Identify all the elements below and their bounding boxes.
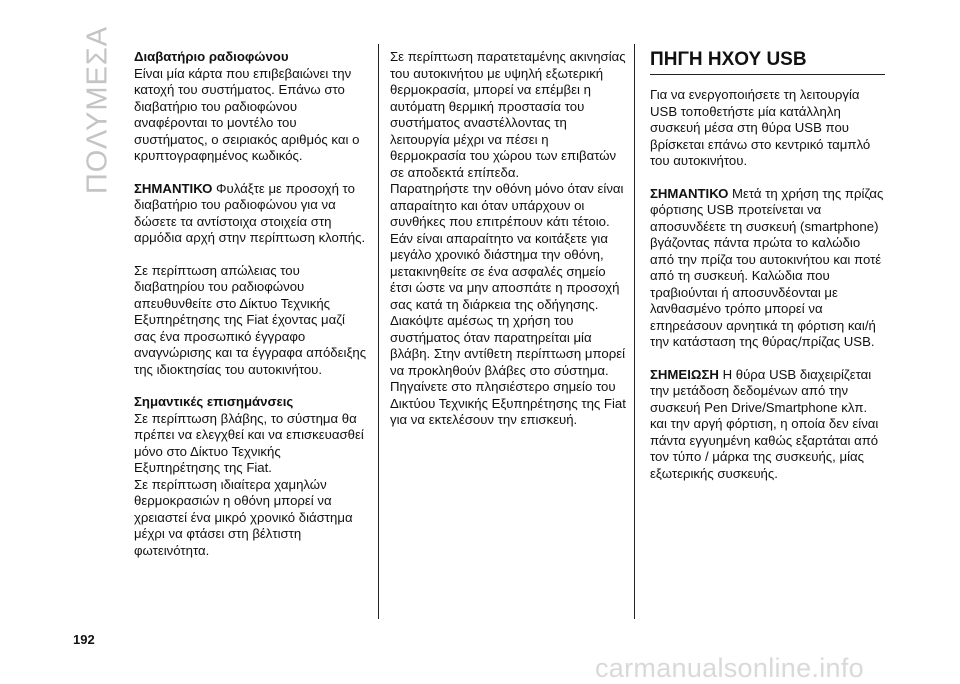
usb-important-paragraph [650, 186, 885, 351]
warnings-paragraph-1: Σε περίπτωση βλάβης, το σύστημα θα πρέπει να ελεγχθεί και να επισκευασθεί μόνο στο Δίκτυο Τεχνικής Εξυπηρέτησης της Fiat. [134, 410, 364, 475]
column-divider-1 [378, 44, 379, 619]
usb-note-label: ΣΗΜΕΙΩΣΗ [650, 366, 719, 382]
fault-paragraph: Διακόψτε αμέσως τη χρήση του συστήματος όταν παρατηρείται μία βλάβη. Στην αντίθετη περίπτωση μπορεί να προκληθούν βλάβες στο σύστημα. Πηγαίνετε στο πλησιέστερο σημείο του Δικτύου Τεχνικής Εξυπηρέτησης της Fiat για να εκτελέσουν την επισκευή. [390, 313, 626, 427]
important-text: Φυλάξτε με προσοχή το διαβατήριο του ραδιοφώνου για να δώσετε τα αντίστοιχα στοιχεία στη αρμόδια αρχή στην περίπτωση κλοπής. [134, 180, 366, 245]
column-divider-2 [634, 44, 635, 619]
column-warnings-continued [390, 49, 626, 429]
watermark: carmanualsonline.info [595, 653, 864, 683]
usb-note-paragraph [650, 367, 885, 483]
usb-note-text: Η θύρα USB διαχειρίζεται την μετάδοση δεδομένων από την συσκευή Pen Drive/Smartphone κλπ. και την αργή φόρτιση, η οποία δεν είναι πάντα εγγυημένη καθώς εξαρτάται από τον τύπο / μάρκα της συσκευής, μίας εξωτερικής συσκευής. [650, 366, 879, 481]
warnings-heading: Σημαντικές επισημάνσεις [134, 394, 294, 409]
page-number: 192 [73, 632, 95, 647]
display-usage-paragraph: Παρατηρήστε την οθόνη μόνο όταν είναι απαραίτητο και όταν υπάρχουν οι συνθήκες που επιτρέπουν κάτι τέτοιο. Εάν είναι απαραίτητο να κοιτάξετε για μεγάλο χρονικό διάστημα την οθόνη, μετακινηθείτε σε ένα ασφαλές σημείο έτσι ώστε να μην αποσπάτε η προσοχή σας κατά τη διάρκεια της οδήγησης. [390, 181, 624, 312]
column-usb-source [650, 49, 885, 498]
warnings-paragraph-2: Σε περίπτωση ιδιαίτερα χαμηλών θερμοκρασιών η οθόνη μπορεί να χρειαστεί ένα μικρό χρονικό διάστημα μέχρι να φτάσει στη βέλτιστη φωτεινότητα. [134, 476, 353, 558]
thermal-protection-paragraph: Σε περίπτωση παρατεταμένης ακινησίας του αυτοκινήτου με υψηλή εξωτερική θερμοκρασία, μπορεί να επέμβει η αυτόματη θερμική προστασία του συστήματος αναστέλλοντας τη λειτουργία μέχρι να πέσει η θερμοκρασία του χώρου των επιβατών σε αποδεκτά επίπεδα. [390, 49, 626, 180]
radio-passport-heading: Διαβατήριο ραδιοφώνου [134, 49, 289, 64]
usb-intro-paragraph: Για να ενεργοποιήσετε τη λειτουργία USB τοποθετήστε μία κατάλληλη συσκευή μέσα στη θύρα USB που βρίσκεται επάνω στο κεντρικό ταμπλό του αυτοκινήτου. [650, 87, 871, 168]
column-radio-passport [134, 49, 370, 559]
section-side-tab [78, 25, 118, 195]
section-side-tab-label: ΠΟΛΥΜΕΣΑ [81, 25, 114, 195]
radio-passport-intro: Είναι μία κάρτα που επιβεβαιώνει την κατοχή του συστήματος. Επάνω στο διαβατήριο του ραδιοφώνου αναφέρονται το μοντέλο του συστήματος, ο σειριακός αριθμός και ο κρυπτογραφημένος κωδικός. [134, 65, 360, 163]
radio-passport-loss: Σε περίπτωση απώλειας του διαβατηρίου του ραδιοφώνου απευθυνθείτε στο Δίκτυο Τεχνικής Εξυπηρέτησης της Fiat έχοντας μαζί σας ένα προσωπικό έγγραφο αναγνώρισης και τα έγγραφα απόδειξης της ιδιοκτησίας του αυτοκινήτου. [134, 262, 367, 377]
usb-important-text: Μετά τη χρήση της πρίζας φόρτισης USB προτείνεται να αποσυνδέετε τη συσκευή (smartphone) βγάζοντας πάντα πρώτα το καλώδιο από την πρίζα του αυτοκινήτου και ποτέ από τη συσκευή. Καλώδια που τραβιούνται ή αποσυνδέονται με λανθασμένο τρόπο μπορεί να επηρεάσουν αρνητικά τη φόρτιση και/ή την κατάσταση της θύρας/πρίζας USB. [650, 185, 884, 349]
radio-passport-important [134, 181, 370, 247]
usb-important-label: ΣΗΜΑΝΤΙΚΟ [650, 185, 729, 201]
usb-section-title: ΠΗΓΗ ΗΧΟΥ USB [650, 49, 885, 75]
important-label: ΣΗΜΑΝΤΙΚΟ [134, 180, 213, 196]
